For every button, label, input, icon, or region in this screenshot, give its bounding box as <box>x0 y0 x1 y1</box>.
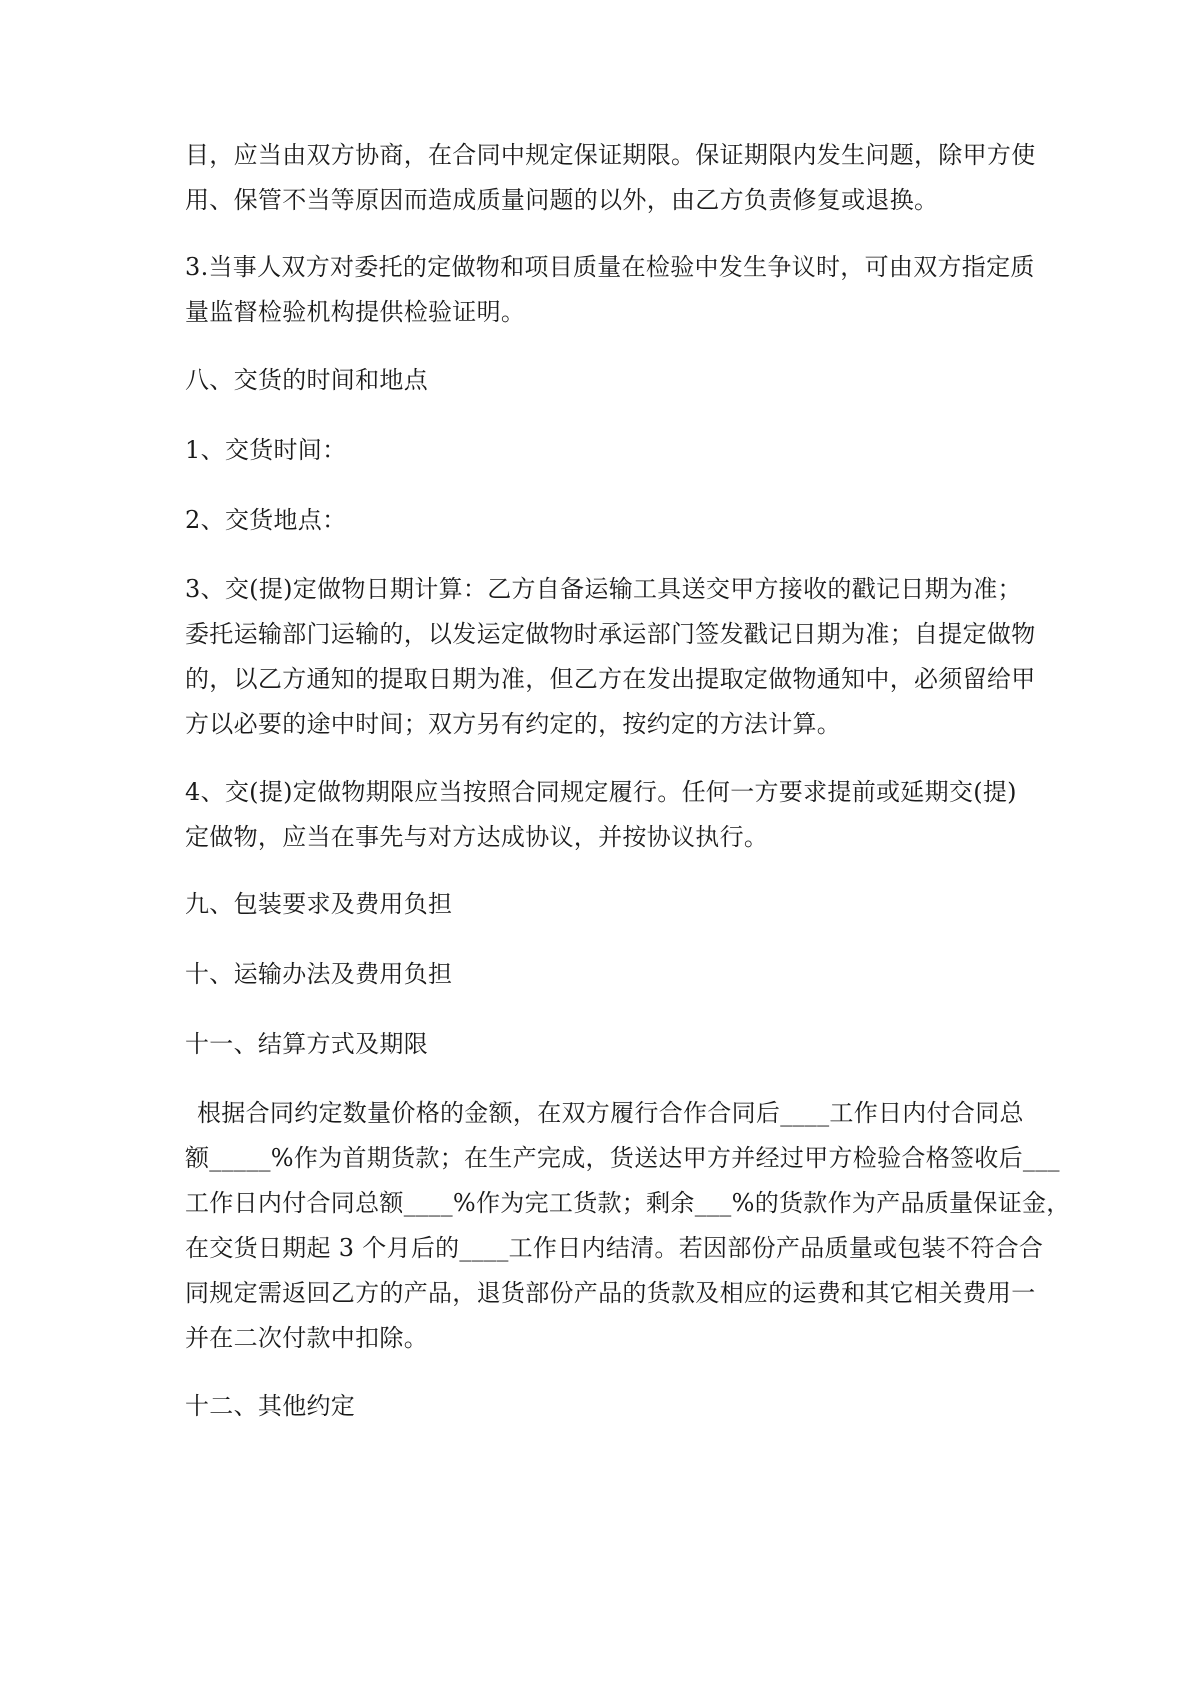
section-heading-9 <box>185 882 1025 927</box>
text-line: 目，应当由双方协商，在合同中规定保证期限。保证期限内发生问题，除甲方使 <box>185 141 1036 169</box>
text-line: 方以必要的途中时间；双方另有约定的，按约定的方法计算。 <box>185 710 842 738</box>
text-line: 1、交货时间： <box>185 436 347 464</box>
paragraph-delivery-term <box>185 770 1025 860</box>
text-line: 同规定需返回乙方的产品，退货部份产品的货款及相应的运费和其它相关费用一 <box>185 1279 1036 1307</box>
text-line: 3、交(提)定做物日期计算：乙方自备运输工具送交甲方接收的戳记日期为准； <box>185 575 1022 603</box>
section-heading-12 <box>185 1384 1025 1429</box>
text-line: 的，以乙方通知的提取日期为准，但乙方在发出提取定做物通知中，必须留给甲 <box>185 665 1036 693</box>
text-line: 量监督检验机构提供检验证明。 <box>185 298 526 326</box>
paragraph-delivery-place <box>185 498 1025 543</box>
text-line: 4、交(提)定做物期限应当按照合同规定履行。任何一方要求提前或延期交(提) <box>185 778 1017 806</box>
section-heading-8 <box>185 358 1025 403</box>
text-line: 额_____%作为首期货款；在生产完成，货送达甲方并经过甲方检验合格签收后___ <box>185 1144 1060 1172</box>
text-line: 委托运输部门运输的，以发运定做物时承运部门签发戳记日期为准；自提定做物 <box>185 620 1036 648</box>
heading-text: 九、包装要求及费用负担 <box>185 890 453 918</box>
text-line: 并在二次付款中扣除。 <box>185 1324 428 1352</box>
text-line: 根据合同约定数量价格的金额，在双方履行合作合同后____工作日内付合同总 <box>197 1099 1024 1127</box>
text-line: 3.当事人双方对委托的定做物和项目质量在检验中发生争议时，可由双方指定质 <box>185 253 1035 281</box>
paragraph-quality-warranty-continued <box>185 133 1036 223</box>
section-heading-10 <box>185 952 1025 997</box>
heading-text: 十、运输办法及费用负担 <box>185 960 453 988</box>
paragraph-quality-dispute <box>185 245 1035 335</box>
text-line: 用、保管不当等原因而造成质量问题的以外，由乙方负责修复或退换。 <box>185 186 939 214</box>
heading-text: 十一、结算方式及期限 <box>185 1030 428 1058</box>
text-line: 定做物，应当在事先与对方达成协议，并按协议执行。 <box>185 823 769 851</box>
paragraph-delivery-time <box>185 428 1025 473</box>
paragraph-settlement <box>185 1091 1071 1361</box>
text-line: 在交货日期起 3 个月后的____工作日内结清。若因部份产品质量或包装不符合合 <box>185 1234 1044 1262</box>
heading-text: 十二、其他约定 <box>185 1392 356 1420</box>
heading-text: 八、交货的时间和地点 <box>185 366 428 394</box>
section-heading-11 <box>185 1022 1025 1067</box>
paragraph-delivery-date-calculation <box>185 567 1036 747</box>
text-line: 2、交货地点： <box>185 506 347 534</box>
text-line: 工作日内付合同总额____%作为完工货款；剩余___%的货款作为产品质量保证金， <box>185 1189 1071 1217</box>
